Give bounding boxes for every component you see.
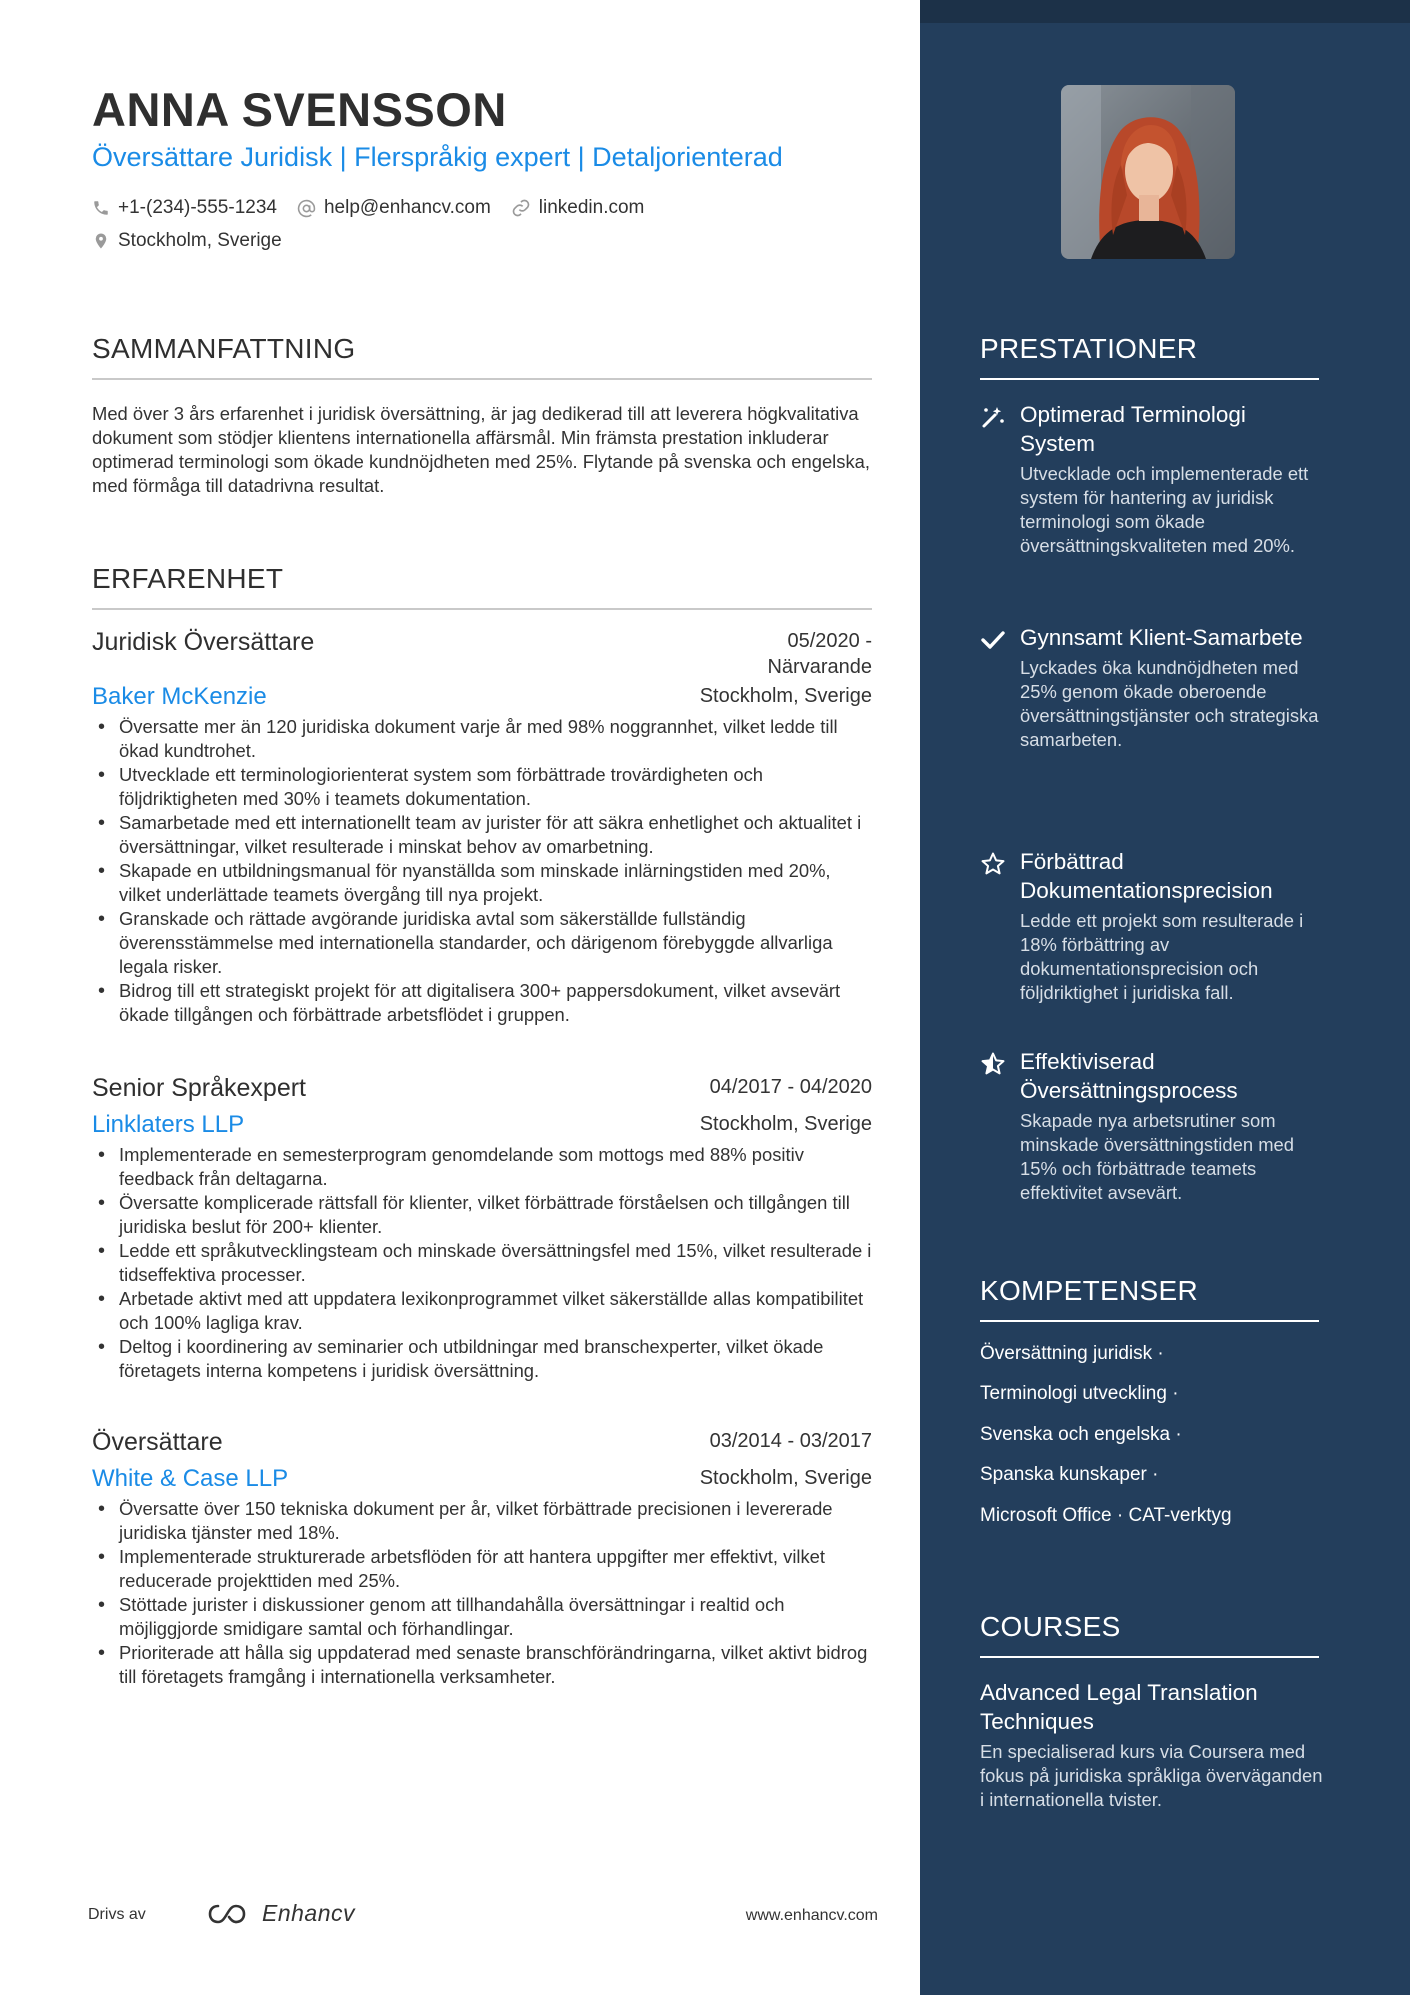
list-item: • Arbetade aktivt med att uppdatera lexikonprogrammet vilket säkerställde allas kompatibilitet och 100% lagliga krav. xyxy=(92,1287,872,1335)
job-role: Översättare xyxy=(92,1428,223,1456)
job-date-end: Närvarande xyxy=(767,656,872,678)
list-item: • Bidrog till ett strategiskt projekt för att digitalisera 300+ pappersdokument, vilket avsevärt ökade tillgången och förbättrade arbetsflödet i gruppen. xyxy=(92,979,872,1027)
courses-divider xyxy=(980,1656,1319,1658)
location-text: Stockholm, Sverige xyxy=(118,230,282,251)
job-entry xyxy=(92,1074,872,1383)
achievement-text: Ledde ett projekt som resulterade i 18% förbättring av dokumentationsprecision och följdriktighet i juridiska fall. xyxy=(1020,910,1304,1003)
job-location: Stockholm, Sverige xyxy=(699,1467,872,1489)
achievement-item xyxy=(980,623,1320,752)
job-bullets xyxy=(92,1143,872,1383)
list-item: • Samarbetade med ett internationellt team av jurister för att säkra enhetlighet och aktualitet i översättningar, vilket resulterade i minskat behov av omarbetning. xyxy=(92,811,872,859)
contact-row xyxy=(92,197,664,219)
list-item: • Stöttade jurister i diskussioner genom att tillhandahålla översättningar i realtid och möjliggjorde smidigare samtal och förhandlingar. xyxy=(92,1593,872,1641)
contact-location xyxy=(92,230,282,252)
achievement-item xyxy=(980,1047,1320,1205)
achievement-title: Effektiviserad Översättningsprocess xyxy=(1020,1049,1238,1103)
job-location: Stockholm, Sverige xyxy=(699,1113,872,1135)
job-date: 04/2017 - 04/2020 xyxy=(709,1076,872,1098)
achievement-title: Gynnsamt Klient-Samarbete xyxy=(1020,625,1303,650)
checkmark-icon xyxy=(980,627,1006,653)
linkedin-text: linkedin.com xyxy=(538,197,645,218)
experience-divider xyxy=(92,608,872,610)
sidebar-top-bar xyxy=(920,0,1410,23)
job-company: Linklaters LLP xyxy=(92,1111,245,1138)
magic-wand-icon xyxy=(980,404,1006,430)
footer-url[interactable]: www.enhancv.com xyxy=(745,1907,878,1924)
job-entry xyxy=(92,628,872,1027)
list-item: • Översatte över 150 tekniska dokument per år, vilket förbättrade precisionen i levererade juridiska tjänster med 18%. xyxy=(92,1497,872,1545)
star-outline-icon xyxy=(980,851,1006,877)
job-date: 03/2014 - 03/2017 xyxy=(709,1430,872,1452)
job-entry xyxy=(92,1428,872,1689)
enhancv-logo[interactable] xyxy=(206,1900,355,1927)
job-role: Senior Språkexpert xyxy=(92,1074,307,1102)
course-item xyxy=(980,1678,1325,1812)
achievement-item xyxy=(980,400,1320,558)
job-company: Baker McKenzie xyxy=(92,683,267,710)
sidebar xyxy=(920,0,1410,1995)
star-half-icon xyxy=(980,1051,1006,1077)
achievement-title: Optimerad Terminologi System xyxy=(1020,402,1246,456)
phone-icon xyxy=(92,199,110,217)
achievement-item xyxy=(980,847,1320,1005)
contact-phone[interactable] xyxy=(92,197,277,219)
list-item: • Utvecklade ett terminologiorienterat system som förbättrade trovärdigheten och följdriktigheten med 30% i teamets dokumentation. xyxy=(92,763,872,811)
location-pin-icon xyxy=(92,231,110,251)
job-date-start: 05/2020 - xyxy=(787,630,872,652)
contact-row-location xyxy=(92,230,302,252)
list-item: • Prioriterade att hålla sig uppdaterad med senaste branschförändringarna, vilket aktivt bidrog till företagets framgång i internationella verksamheter. xyxy=(92,1641,872,1689)
phone-text: +1-(234)-555-1234 xyxy=(118,197,277,218)
headline: Översättare Juridisk | Flerspråkig expert | Detaljorienterad xyxy=(92,142,783,172)
enhancv-logo-icon xyxy=(206,1901,254,1927)
course-text: En specialiserad kurs via Coursera med fokus på juridiska språkliga överväganden i internationella tvister. xyxy=(980,1741,1323,1810)
job-bullets xyxy=(92,715,872,1027)
brand-name: Enhancv xyxy=(262,1900,356,1926)
course-title: Advanced Legal Translation Techniques xyxy=(980,1680,1258,1734)
contact-email[interactable] xyxy=(297,197,491,219)
list-item: • Översatte mer än 120 juridiska dokument varje år med 98% noggrannhet, vilket ledde till ökad kundtrohet. xyxy=(92,715,872,763)
job-location: Stockholm, Sverige xyxy=(699,685,872,707)
link-icon xyxy=(511,198,531,218)
list-item: • Ledde ett språkutvecklingsteam och minskade översättningsfel med 15%, vilket resulterade i tidseffektiva processer. xyxy=(92,1239,872,1287)
email-text: help@enhancv.com xyxy=(323,197,491,218)
skill-item: Terminologi utveckling · xyxy=(980,1383,1179,1404)
job-role: Juridisk Översättare xyxy=(92,628,315,656)
skill-item: Svenska och engelska · xyxy=(980,1424,1182,1445)
achievement-text: Lyckades öka kundnöjdheten med 25% genom ökade oberoende översättningstjänster och strategiska samarbeten. xyxy=(1020,657,1319,750)
experience-title: ERFARENHET xyxy=(92,563,284,594)
summary-text: Med över 3 års erfarenhet i juridisk översättning, är jag dedikerad till att leverera högkvalitativa dokument som stödjer klientens internationella affärsmål. Min främsta prestation inkluderar optimerad terminologi som ökade kundnöjdheten med 25%. Flytande på svenska och engelska, med förmåga till datadrivna resultat. xyxy=(92,403,870,496)
job-company: White & Case LLP xyxy=(92,1465,289,1492)
achievement-text: Utvecklade och implementerade ett system för hantering av juridisk terminologi som ökade översättningskvaliteten med 20%. xyxy=(1020,463,1309,556)
achievement-text: Skapade nya arbetsrutiner som minskade översättningstiden med 15% och förbättrade teamets effektivitet avsevärt. xyxy=(1020,1110,1294,1203)
profile-photo xyxy=(1061,85,1235,259)
powered-by-label: Drivs av xyxy=(88,1906,146,1923)
courses-title: COURSES xyxy=(980,1611,1121,1642)
candidate-name: ANNA SVENSSON xyxy=(92,83,507,136)
list-item: • Översatte komplicerade rättsfall för klienter, vilket förbättrade förståelsen och tillgången till juridiska beslut för 200+ klienter. xyxy=(92,1191,872,1239)
job-date xyxy=(767,628,872,680)
job-bullets xyxy=(92,1497,872,1689)
summary-title: SAMMANFATTNING xyxy=(92,333,356,364)
contact-linkedin[interactable] xyxy=(511,197,645,219)
list-item: • Implementerade strukturerade arbetsflöden för att hantera uppgifter mer effektivt, vilket reducerade projekttiden med 25%. xyxy=(92,1545,872,1593)
list-item: • Granskade och rättade avgörande juridiska avtal som säkerställde fullständig överensstämmelse med internationella standarder, och därigenom förebyggde allvarliga legala risker. xyxy=(92,907,872,979)
achievement-title: Förbättrad Dokumentationsprecision xyxy=(1020,849,1273,903)
skill-item: Spanska kunskaper · xyxy=(980,1464,1159,1485)
footer xyxy=(88,1900,878,1940)
summary-divider xyxy=(92,378,872,380)
list-item: • Implementerade en semesterprogram genomdelande som mottogs med 88% positiv feedback från deltagarna. xyxy=(92,1143,872,1191)
skills-divider xyxy=(980,1320,1319,1322)
list-item: • Deltog i koordinering av seminarier och utbildningar med branschexperter, vilket ökade företagets interna kompetens i juridisk översättning. xyxy=(92,1335,872,1383)
at-sign-icon xyxy=(297,199,316,218)
achievements-title: PRESTATIONER xyxy=(980,333,1198,364)
skills-title: KOMPETENSER xyxy=(980,1275,1199,1306)
list-item: • Skapade en utbildningsmanual för nyanställda som minskade inlärningstiden med 20%, vilket underlättade teamets övergång till nya projekt. xyxy=(92,859,872,907)
skill-item: Microsoft Office · CAT-verktyg xyxy=(980,1505,1232,1526)
skill-item: Översättning juridisk · xyxy=(980,1343,1164,1364)
achievements-divider xyxy=(980,378,1319,380)
avatar xyxy=(1061,85,1235,259)
